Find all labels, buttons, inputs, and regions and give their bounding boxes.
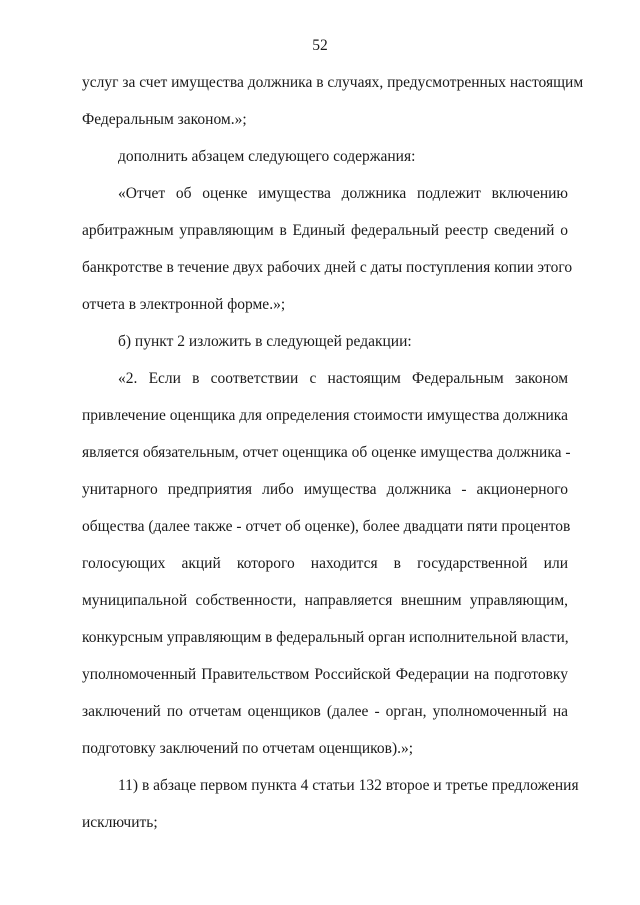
text-line: б) пункт 2 изложить в следующей редакции:	[118, 333, 412, 350]
page-number: 52	[312, 37, 328, 54]
document-body	[82, 64, 584, 841]
text-line: подготовку заключений по отчетам оценщиков).»;	[82, 740, 414, 757]
text-line: отчета в электронной форме.»;	[82, 296, 286, 313]
text-line: 11) в абзаце первом пункта 4 статьи 132 второе и третье предложения	[118, 777, 579, 794]
text-line: муниципальной собственности, направляется внешним управляющим,	[82, 592, 568, 609]
paragraph	[82, 64, 584, 138]
text-line: банкротстве в течение двух рабочих дней с даты поступления копии этого	[82, 259, 573, 276]
text-line: унитарного предприятия либо имущества должника - акционерного	[82, 481, 568, 498]
paragraph	[82, 175, 573, 323]
text-line: «2. Если в соответствии с настоящим Федеральным законом	[118, 370, 568, 387]
text-line: голосующих акций которого находится в государственной или	[82, 555, 568, 572]
text-line: арбитражным управляющим в Единый федеральный реестр сведений о	[82, 222, 568, 239]
text-line: заключений по отчетам оценщиков (далее - орган, уполномоченный на	[82, 703, 568, 720]
paragraph	[82, 360, 571, 767]
paragraph	[82, 138, 568, 175]
paragraph	[82, 323, 568, 360]
text-line: уполномоченный Правительством Российской Федерации на подготовку	[82, 666, 568, 683]
text-line: исключить;	[82, 814, 158, 831]
text-line: конкурсным управляющим в федеральный орган исполнительной власти,	[82, 629, 569, 646]
text-line: является обязательным, отчет оценщика об оценке имущества должника -	[82, 444, 571, 461]
text-line: услуг за счет имущества должника в случаях, предусмотренных настоящим	[82, 74, 584, 91]
paragraph	[82, 767, 579, 841]
text-line: дополнить абзацем следующего содержания:	[118, 148, 416, 165]
text-line: общества (далее также - отчет об оценке), более двадцати пяти процентов	[82, 518, 571, 535]
text-line: привлечение оценщика для определения стоимости имущества должника	[82, 407, 568, 424]
text-line: Федеральным законом.»;	[82, 111, 247, 128]
text-line: «Отчет об оценке имущества должника подлежит включению	[118, 185, 568, 202]
